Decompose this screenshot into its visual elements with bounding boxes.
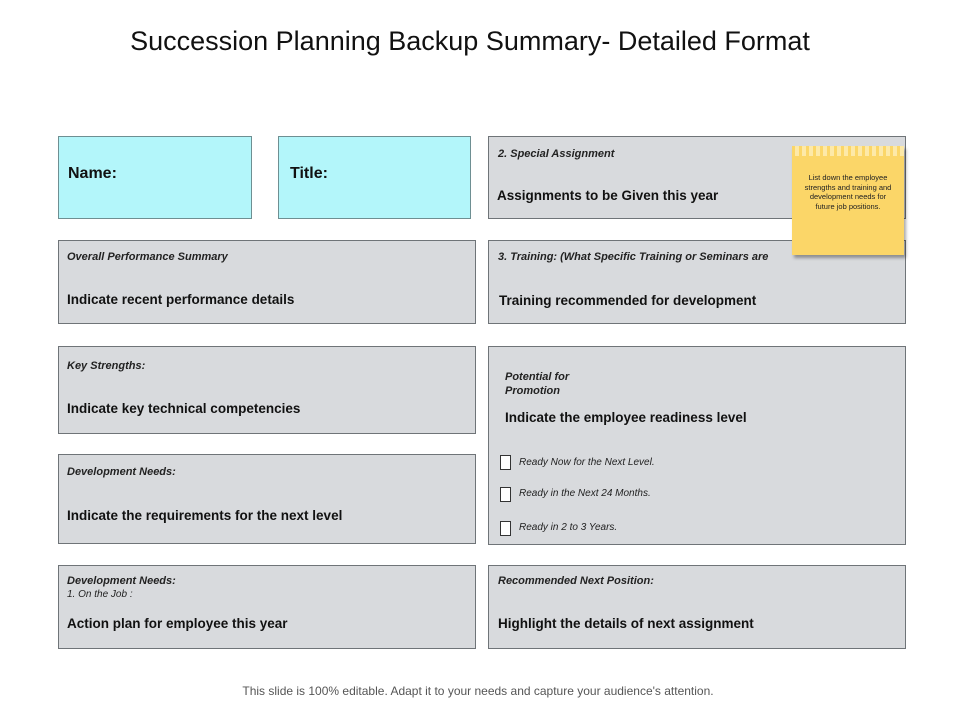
promotion-box[interactable] <box>488 346 906 545</box>
performance-box[interactable] <box>58 240 476 324</box>
promotion-text: Indicate the employee readiness level <box>505 410 747 425</box>
next-position-box[interactable] <box>488 565 906 649</box>
development-job-box[interactable] <box>58 565 476 649</box>
development-job-text: Action plan for employee this year <box>67 616 288 631</box>
next-position-heading: Recommended Next Position: <box>498 575 654 587</box>
next-position-text: Highlight the details of next assignment <box>498 616 754 631</box>
sticky-note-text: List down the employee strengths and training and development needs for future job positions. <box>804 173 892 211</box>
ready-2-3-years-label: Ready in 2 to 3 Years. <box>519 522 618 533</box>
performance-text: Indicate recent performance details <box>67 292 295 307</box>
development-job-subheading: 1. On the Job : <box>67 589 133 600</box>
training-heading: 3. Training: (What Specific Training or Seminars are <box>498 251 769 263</box>
ready-24-months-checkbox[interactable] <box>500 487 511 502</box>
title-label: Title: <box>290 165 328 182</box>
ready-2-3-years-checkbox[interactable] <box>500 521 511 536</box>
name-box[interactable] <box>58 136 252 219</box>
development-heading: Development Needs: <box>67 466 176 478</box>
development-text: Indicate the requirements for the next level <box>67 508 343 523</box>
ready-24-months-label: Ready in the Next 24 Months. <box>519 488 651 499</box>
page-title: Succession Planning Backup Summary- Detailed Format <box>130 26 810 56</box>
promotion-heading-line1: Potential for <box>505 371 570 383</box>
training-text: Training recommended for development <box>499 293 757 308</box>
footer-text: This slide is 100% editable. Adapt it to your needs and capture your audience's attention. <box>242 684 714 698</box>
promotion-heading-line2: Promotion <box>505 385 560 397</box>
ready-now-checkbox[interactable] <box>500 455 511 470</box>
strengths-box[interactable] <box>58 346 476 434</box>
development-box[interactable] <box>58 454 476 544</box>
performance-heading: Overall Performance Summary <box>67 251 228 263</box>
sticky-note <box>792 146 904 255</box>
special-assignment-heading: 2. Special Assignment <box>498 148 615 160</box>
strengths-text: Indicate key technical competencies <box>67 401 301 416</box>
title-box[interactable] <box>278 136 471 219</box>
name-label: Name: <box>68 165 117 182</box>
sticky-note-tape <box>792 146 904 156</box>
special-assignment-text: Assignments to be Given this year <box>497 188 719 203</box>
ready-now-label: Ready Now for the Next Level. <box>519 457 655 468</box>
strengths-heading: Key Strengths: <box>67 360 146 372</box>
development-job-heading: Development Needs: <box>67 575 176 587</box>
